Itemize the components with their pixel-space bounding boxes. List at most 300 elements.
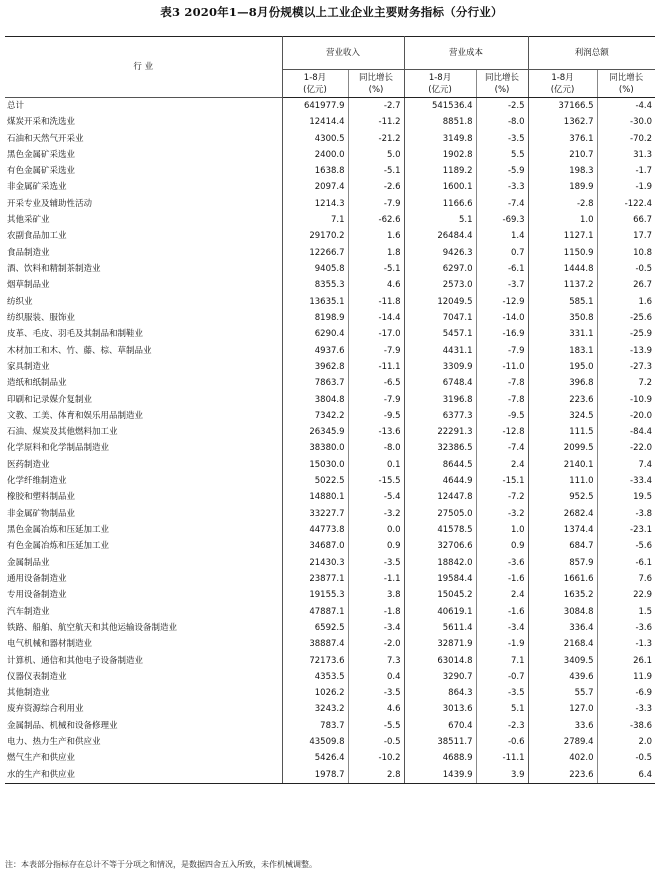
revenue-growth-cell: -7.9 xyxy=(348,343,404,359)
profit-growth-cell: 19.5 xyxy=(633,492,653,503)
table-row xyxy=(5,571,655,587)
industry-name-cell: 专用设备制造业 xyxy=(5,587,282,603)
revenue-value-cell: 3962.8 xyxy=(282,359,348,375)
industry-column-header: 行 业 xyxy=(5,37,282,98)
cost-value-cell: 5457.1 xyxy=(404,326,476,342)
table-row xyxy=(5,277,655,293)
profit-value-cell: -2.8 xyxy=(528,196,597,212)
cost-value-cell: 6748.4 xyxy=(404,375,476,391)
cost-value-cell: 22291.3 xyxy=(404,424,476,440)
revenue-value-cell: 3243.2 xyxy=(282,702,348,718)
cost-growth-header: 同比增长 (%) xyxy=(476,70,528,98)
cost-growth-cell: 0.7 xyxy=(476,245,528,261)
revenue-growth-cell: -10.2 xyxy=(348,751,404,767)
revenue-value-cell: 641977.9 xyxy=(282,98,348,115)
table-row xyxy=(5,473,655,489)
profit-value-cell: 952.5 xyxy=(528,490,597,506)
page-title: 表3 2020年1—8月份规模以上工业企业主要财务指标（分行业） xyxy=(160,5,503,19)
revenue-value-cell: 6290.4 xyxy=(282,326,348,342)
table-row xyxy=(5,359,655,375)
revenue-growth-cell: 1.8 xyxy=(348,245,404,261)
table-row xyxy=(5,587,655,603)
revenue-value-cell: 6592.5 xyxy=(282,620,348,636)
profit-value-cell: 2099.5 xyxy=(528,441,597,457)
cost-growth-cell: -3.4 xyxy=(476,620,528,636)
cost-growth-cell: -1.9 xyxy=(476,636,528,652)
table-row xyxy=(5,767,655,784)
profit-growth-header: 同比增长 (%) xyxy=(597,70,655,98)
cost-value-cell: 5611.4 xyxy=(404,620,476,636)
profit-value-cell: 1127.1 xyxy=(528,229,597,245)
revenue-value-cell: 8355.3 xyxy=(282,277,348,293)
table-row xyxy=(5,555,655,571)
cost-growth-cell: -6.1 xyxy=(476,261,528,277)
cost-growth-cell: 0.9 xyxy=(476,538,528,554)
profit-value-cell: 3409.5 xyxy=(528,653,597,669)
total-row xyxy=(5,98,655,115)
table-row xyxy=(5,392,655,408)
revenue-value-cell: 1214.3 xyxy=(282,196,348,212)
profit-growth-cell: -1.3 xyxy=(635,639,653,650)
revenue-value-cell: 3804.8 xyxy=(282,392,348,408)
table-row xyxy=(5,751,655,767)
revenue-value-cell: 33227.7 xyxy=(282,506,348,522)
profit-growth-cell: -33.4 xyxy=(630,476,653,487)
cost-value-cell: 32706.6 xyxy=(404,538,476,554)
table-row xyxy=(5,506,655,522)
profit-growth-cell: -25.9 xyxy=(630,329,653,340)
profit-value-cell: 1.0 xyxy=(528,212,597,228)
revenue-value-cell: 38887.4 xyxy=(282,636,348,652)
industry-name-cell: 医药制造业 xyxy=(5,457,282,473)
profit-growth-cell: -6.9 xyxy=(635,688,653,699)
profit-value-cell: 402.0 xyxy=(528,751,597,767)
revenue-value-cell: 1026.2 xyxy=(282,685,348,701)
cost-value-cell: 5.1 xyxy=(404,212,476,228)
profit-value-cell: 336.4 xyxy=(528,620,597,636)
profit-growth-cell: -3.8 xyxy=(635,508,653,519)
profit-growth-cell: 11.9 xyxy=(633,671,653,682)
profit-growth-cell: 17.7 xyxy=(633,231,653,242)
cost-value-cell: 1166.6 xyxy=(404,196,476,212)
revenue-value-cell: 7863.7 xyxy=(282,375,348,391)
table-row xyxy=(5,702,655,718)
revenue-value-cell: 1638.8 xyxy=(282,163,348,179)
cost-growth-cell: -11.1 xyxy=(476,751,528,767)
revenue-growth-cell: 0.4 xyxy=(348,669,404,685)
table-row xyxy=(5,310,655,326)
industry-name-cell: 通用设备制造业 xyxy=(5,571,282,587)
table-row xyxy=(5,636,655,652)
industry-name-cell: 金属制品业 xyxy=(5,555,282,571)
cost-value-cell: 541536.4 xyxy=(404,98,476,115)
revenue-growth-cell: -17.0 xyxy=(348,326,404,342)
cost-value-cell: 3149.8 xyxy=(404,131,476,147)
cost-value-cell: 7047.1 xyxy=(404,310,476,326)
revenue-value-cell: 19155.3 xyxy=(282,587,348,603)
cost-value-cell: 38511.7 xyxy=(404,734,476,750)
profit-group-header: 利润总额 xyxy=(528,37,655,70)
table-row xyxy=(5,685,655,701)
revenue-value-cell: 1978.7 xyxy=(282,767,348,784)
cost-value-cell: 3290.7 xyxy=(404,669,476,685)
profit-value-cell: 2789.4 xyxy=(528,734,597,750)
table-row xyxy=(5,114,655,130)
industry-name-cell: 有色金属矿采选业 xyxy=(5,163,282,179)
profit-growth-cell: 2.0 xyxy=(638,737,653,748)
revenue-growth-cell: -14.4 xyxy=(348,310,404,326)
profit-value-cell: 1374.4 xyxy=(528,522,597,538)
profit-value-cell: 2168.4 xyxy=(528,636,597,652)
profit-value-cell: 223.6 xyxy=(528,767,597,784)
industry-name-cell: 文教、工美、体育和娱乐用品制造业 xyxy=(5,408,282,424)
revenue-growth-cell: -11.1 xyxy=(348,359,404,375)
industry-name-cell: 酒、饮料和精制茶制造业 xyxy=(5,261,282,277)
profit-growth-cell: -84.4 xyxy=(630,427,653,438)
cost-growth-cell: 1.0 xyxy=(476,522,528,538)
industry-name-cell: 废弃资源综合利用业 xyxy=(5,702,282,718)
profit-growth-cell: 31.3 xyxy=(633,149,653,160)
cost-value-cell: 41578.5 xyxy=(404,522,476,538)
cost-growth-cell: -3.3 xyxy=(476,180,528,196)
revenue-value-cell: 72173.6 xyxy=(282,653,348,669)
cost-value-cell: 63014.8 xyxy=(404,653,476,669)
profit-growth-cell: 1.6 xyxy=(638,296,653,307)
profit-growth-cell: 6.4 xyxy=(597,767,655,784)
cost-value-cell: 15045.2 xyxy=(404,587,476,603)
cost-growth-cell: 5.5 xyxy=(476,147,528,163)
cost-value-cell: 4431.1 xyxy=(404,343,476,359)
profit-growth-cell: -38.6 xyxy=(630,720,653,731)
revenue-growth-cell: -13.6 xyxy=(348,424,404,440)
profit-value-cell: 2682.4 xyxy=(528,506,597,522)
profit-growth-cell: 7.6 xyxy=(638,573,653,584)
profit-value-cell: 189.9 xyxy=(528,180,597,196)
industry-name-cell: 非金属矿采选业 xyxy=(5,180,282,196)
cost-growth-cell: -2.3 xyxy=(476,718,528,734)
revenue-value-cell: 5426.4 xyxy=(282,751,348,767)
table-row xyxy=(5,718,655,734)
profit-value-cell: 2140.1 xyxy=(528,457,597,473)
cost-value-cell: 3309.9 xyxy=(404,359,476,375)
industry-name-cell: 总计 xyxy=(5,98,282,115)
revenue-growth-cell: -1.1 xyxy=(348,571,404,587)
table-row xyxy=(5,620,655,636)
profit-value-cell: 111.5 xyxy=(528,424,597,440)
profit-value-cell: 1362.7 xyxy=(528,114,597,130)
cost-value-cell: 1189.2 xyxy=(404,163,476,179)
cost-growth-cell: -12.8 xyxy=(476,424,528,440)
revenue-growth-header: 同比增长 (%) xyxy=(348,70,404,98)
revenue-growth-cell: -2.0 xyxy=(348,636,404,652)
cost-value-cell: 1439.9 xyxy=(404,767,476,784)
industry-name-cell: 计算机、通信和其他电子设备制造业 xyxy=(5,653,282,669)
industry-name-cell: 印刷和记录媒介复制业 xyxy=(5,392,282,408)
table-row xyxy=(5,326,655,342)
cost-value-cell: 18842.0 xyxy=(404,555,476,571)
industry-name-cell: 有色金属冶炼和压延加工业 xyxy=(5,538,282,554)
cost-growth-cell: -3.5 xyxy=(476,685,528,701)
revenue-growth-cell: -1.8 xyxy=(348,604,404,620)
cost-growth-cell: -3.2 xyxy=(476,506,528,522)
profit-growth-cell: -4.4 xyxy=(635,100,653,111)
revenue-growth-cell: 0.1 xyxy=(348,457,404,473)
profit-growth-cell: 66.7 xyxy=(633,215,653,226)
cost-value-cell: 864.3 xyxy=(404,685,476,701)
cost-growth-cell: -5.9 xyxy=(476,163,528,179)
revenue-growth-cell: 2.8 xyxy=(348,767,404,784)
profit-value-cell: 111.0 xyxy=(528,473,597,489)
cost-growth-cell: -3.6 xyxy=(476,555,528,571)
profit-growth-cell: -30.0 xyxy=(630,117,653,128)
cost-value-cell: 6297.0 xyxy=(404,261,476,277)
revenue-growth-cell: -5.4 xyxy=(348,490,404,506)
profit-growth-cell: 7.2 xyxy=(638,378,653,389)
cost-value-cell: 8644.5 xyxy=(404,457,476,473)
revenue-value-cell: 9405.8 xyxy=(282,261,348,277)
table-row xyxy=(5,229,655,245)
industry-name-cell: 皮革、毛皮、羽毛及其制品和制鞋业 xyxy=(5,326,282,342)
revenue-value-cell: 47887.1 xyxy=(282,604,348,620)
industry-name-cell: 铁路、船舶、航空航天和其他运输设备制造业 xyxy=(5,620,282,636)
table-row xyxy=(5,457,655,473)
revenue-growth-cell: -11.8 xyxy=(348,294,404,310)
industry-name-cell: 开采专业及辅助性活动 xyxy=(5,196,282,212)
profit-growth-cell: -3.6 xyxy=(635,622,653,633)
cost-growth-cell: 3.9 xyxy=(476,767,528,784)
revenue-growth-cell: 0.0 xyxy=(348,522,404,538)
profit-value-cell: 127.0 xyxy=(528,702,597,718)
revenue-growth-cell: -21.2 xyxy=(348,131,404,147)
cost-growth-cell: -69.3 xyxy=(476,212,528,228)
profit-growth-cell: -3.3 xyxy=(635,704,653,715)
cost-growth-cell: -1.6 xyxy=(476,604,528,620)
profit-value-cell: 396.8 xyxy=(528,375,597,391)
profit-growth-cell: -10.9 xyxy=(630,394,653,405)
industry-name-cell: 电力、热力生产和供应业 xyxy=(5,734,282,750)
profit-period-header: 1-8月 (亿元) xyxy=(528,70,597,98)
industry-name-cell: 农副食品加工业 xyxy=(5,229,282,245)
revenue-growth-cell: -5.5 xyxy=(348,718,404,734)
revenue-growth-cell: -7.9 xyxy=(348,392,404,408)
revenue-value-cell: 7342.2 xyxy=(282,408,348,424)
revenue-group-header: 营业收入 xyxy=(282,37,404,70)
revenue-growth-cell: 4.6 xyxy=(348,702,404,718)
cost-value-cell: 9426.3 xyxy=(404,245,476,261)
industry-name-cell: 化学原料和化学制品制造业 xyxy=(5,441,282,457)
profit-growth-cell: -1.7 xyxy=(635,166,653,177)
industry-name-cell: 木材加工和木、竹、藤、棕、草制品业 xyxy=(5,343,282,359)
revenue-value-cell: 43509.8 xyxy=(282,734,348,750)
revenue-growth-cell: -3.5 xyxy=(348,685,404,701)
cost-value-cell: 27505.0 xyxy=(404,506,476,522)
cost-value-cell: 19584.4 xyxy=(404,571,476,587)
revenue-value-cell: 44773.8 xyxy=(282,522,348,538)
cost-growth-cell: 5.1 xyxy=(476,702,528,718)
industry-name-cell: 仪器仪表制造业 xyxy=(5,669,282,685)
industry-name-cell: 水的生产和供应业 xyxy=(5,767,282,784)
profit-growth-cell: -70.2 xyxy=(630,133,653,144)
revenue-value-cell: 21430.3 xyxy=(282,555,348,571)
profit-growth-cell: 26.1 xyxy=(633,655,653,666)
revenue-value-cell: 29170.2 xyxy=(282,229,348,245)
revenue-growth-cell: -6.5 xyxy=(348,375,404,391)
industry-name-cell: 其他采矿业 xyxy=(5,212,282,228)
revenue-value-cell: 38380.0 xyxy=(282,441,348,457)
profit-growth-cell: -122.4 xyxy=(624,198,653,209)
revenue-period-header: 1-8月 (亿元) xyxy=(282,70,348,98)
cost-value-cell: 32871.9 xyxy=(404,636,476,652)
table-row xyxy=(5,196,655,212)
cost-growth-cell: -7.8 xyxy=(476,375,528,391)
revenue-value-cell: 4937.6 xyxy=(282,343,348,359)
revenue-growth-cell: 0.9 xyxy=(348,538,404,554)
revenue-value-cell: 12414.4 xyxy=(282,114,348,130)
industry-name-cell: 石油和天然气开采业 xyxy=(5,131,282,147)
industry-name-cell: 纺织业 xyxy=(5,294,282,310)
industry-name-cell: 烟草制品业 xyxy=(5,277,282,293)
table-row xyxy=(5,212,655,228)
revenue-growth-cell: -3.5 xyxy=(348,555,404,571)
revenue-growth-cell: 5.0 xyxy=(348,147,404,163)
profit-value-cell: 3084.8 xyxy=(528,604,597,620)
revenue-value-cell: 783.7 xyxy=(282,718,348,734)
cost-value-cell: 8851.8 xyxy=(404,114,476,130)
revenue-value-cell: 14880.1 xyxy=(282,490,348,506)
cost-value-cell: 1600.1 xyxy=(404,180,476,196)
table-row xyxy=(5,538,655,554)
profit-value-cell: 195.0 xyxy=(528,359,597,375)
revenue-growth-cell: -62.6 xyxy=(348,212,404,228)
footnote: 注：本表部分指标存在总计不等于分项之和情况，是数据四舍五入所致，未作机械调整。 xyxy=(5,860,317,869)
profit-growth-cell: 7.4 xyxy=(638,459,653,470)
industry-name-cell: 金属制品、机械和设备修理业 xyxy=(5,718,282,734)
cost-value-cell: 670.4 xyxy=(404,718,476,734)
table-row xyxy=(5,147,655,163)
cost-growth-cell: -14.0 xyxy=(476,310,528,326)
table-row xyxy=(5,245,655,261)
industry-name-cell: 非金属矿物制品业 xyxy=(5,506,282,522)
revenue-growth-cell: 3.8 xyxy=(348,587,404,603)
industry-name-cell: 化学纤维制造业 xyxy=(5,473,282,489)
cost-growth-cell: -3.5 xyxy=(476,131,528,147)
revenue-growth-cell: -9.5 xyxy=(348,408,404,424)
cost-growth-cell: 2.4 xyxy=(476,457,528,473)
cost-growth-cell: 1.4 xyxy=(476,229,528,245)
revenue-value-cell: 12266.7 xyxy=(282,245,348,261)
revenue-growth-cell: 7.3 xyxy=(348,653,404,669)
profit-growth-cell: -0.5 xyxy=(635,264,653,275)
revenue-growth-cell: -2.6 xyxy=(348,180,404,196)
cost-growth-cell: -7.4 xyxy=(476,196,528,212)
table-row xyxy=(5,734,655,750)
profit-value-cell: 331.1 xyxy=(528,326,597,342)
cost-value-cell: 1902.8 xyxy=(404,147,476,163)
profit-growth-cell: -1.9 xyxy=(635,182,653,193)
cost-value-cell: 12447.8 xyxy=(404,490,476,506)
cost-value-cell: 3196.8 xyxy=(404,392,476,408)
industry-name-cell: 燃气生产和供应业 xyxy=(5,751,282,767)
revenue-value-cell: 23877.1 xyxy=(282,571,348,587)
cost-growth-cell: -15.1 xyxy=(476,473,528,489)
profit-growth-cell: 22.9 xyxy=(633,590,653,601)
revenue-value-cell: 7.1 xyxy=(282,212,348,228)
profit-growth-cell: -25.6 xyxy=(630,312,653,323)
table-row xyxy=(5,294,655,310)
profit-growth-cell: -22.0 xyxy=(630,443,653,454)
cost-value-cell: 26484.4 xyxy=(404,229,476,245)
profit-growth-cell: 26.7 xyxy=(633,280,653,291)
cost-value-cell: 4688.9 xyxy=(404,751,476,767)
cost-growth-cell: -7.8 xyxy=(476,392,528,408)
industry-name-cell: 黑色金属矿采选业 xyxy=(5,147,282,163)
cost-growth-cell: -9.5 xyxy=(476,408,528,424)
table-row xyxy=(5,261,655,277)
cost-growth-cell: -1.6 xyxy=(476,571,528,587)
profit-value-cell: 1137.2 xyxy=(528,277,597,293)
profit-value-cell: 376.1 xyxy=(528,131,597,147)
cost-growth-cell: -11.0 xyxy=(476,359,528,375)
cost-value-cell: 2573.0 xyxy=(404,277,476,293)
revenue-growth-cell: -0.5 xyxy=(348,734,404,750)
industry-name-cell: 橡胶和塑料制品业 xyxy=(5,490,282,506)
profit-value-cell: 1635.2 xyxy=(528,587,597,603)
profit-value-cell: 210.7 xyxy=(528,147,597,163)
cost-growth-cell: -3.7 xyxy=(476,277,528,293)
cost-growth-cell: -0.6 xyxy=(476,734,528,750)
industry-name-cell: 汽车制造业 xyxy=(5,604,282,620)
cost-value-cell: 12049.5 xyxy=(404,294,476,310)
industry-name-cell: 纺织服装、服饰业 xyxy=(5,310,282,326)
profit-value-cell: 37166.5 xyxy=(528,98,597,115)
revenue-growth-cell: -5.1 xyxy=(348,261,404,277)
profit-value-cell: 1661.6 xyxy=(528,571,597,587)
table-row xyxy=(5,604,655,620)
profit-growth-cell: -5.6 xyxy=(635,541,653,552)
cost-growth-cell: 2.4 xyxy=(476,587,528,603)
cost-growth-cell: -7.9 xyxy=(476,343,528,359)
industry-name-cell: 食品制造业 xyxy=(5,245,282,261)
cost-value-cell: 4644.9 xyxy=(404,473,476,489)
profit-growth-cell: -20.0 xyxy=(630,410,653,421)
revenue-value-cell: 5022.5 xyxy=(282,473,348,489)
revenue-growth-cell: -7.9 xyxy=(348,196,404,212)
cost-value-cell: 6377.3 xyxy=(404,408,476,424)
profit-growth-cell: 10.8 xyxy=(633,247,653,258)
table-row xyxy=(5,163,655,179)
industry-name-cell: 造纸和纸制品业 xyxy=(5,375,282,391)
industry-name-cell: 家具制造业 xyxy=(5,359,282,375)
industry-name-cell: 石油、煤炭及其他燃料加工业 xyxy=(5,424,282,440)
revenue-growth-cell: -8.0 xyxy=(348,441,404,457)
profit-value-cell: 1444.8 xyxy=(528,261,597,277)
industry-name-cell: 煤炭开采和洗选业 xyxy=(5,114,282,130)
table-body xyxy=(5,98,655,784)
cost-value-cell: 32386.5 xyxy=(404,441,476,457)
table-row xyxy=(5,343,655,359)
table-row xyxy=(5,424,655,440)
financial-indicators-table xyxy=(5,36,655,784)
profit-growth-cell: -23.1 xyxy=(630,525,653,536)
cost-value-cell: 3013.6 xyxy=(404,702,476,718)
industry-name-cell: 黑色金属冶炼和压延加工业 xyxy=(5,522,282,538)
revenue-value-cell: 2400.0 xyxy=(282,147,348,163)
revenue-value-cell: 34687.0 xyxy=(282,538,348,554)
profit-value-cell: 684.7 xyxy=(528,538,597,554)
revenue-growth-cell: -5.1 xyxy=(348,163,404,179)
revenue-value-cell: 15030.0 xyxy=(282,457,348,473)
profit-value-cell: 350.8 xyxy=(528,310,597,326)
